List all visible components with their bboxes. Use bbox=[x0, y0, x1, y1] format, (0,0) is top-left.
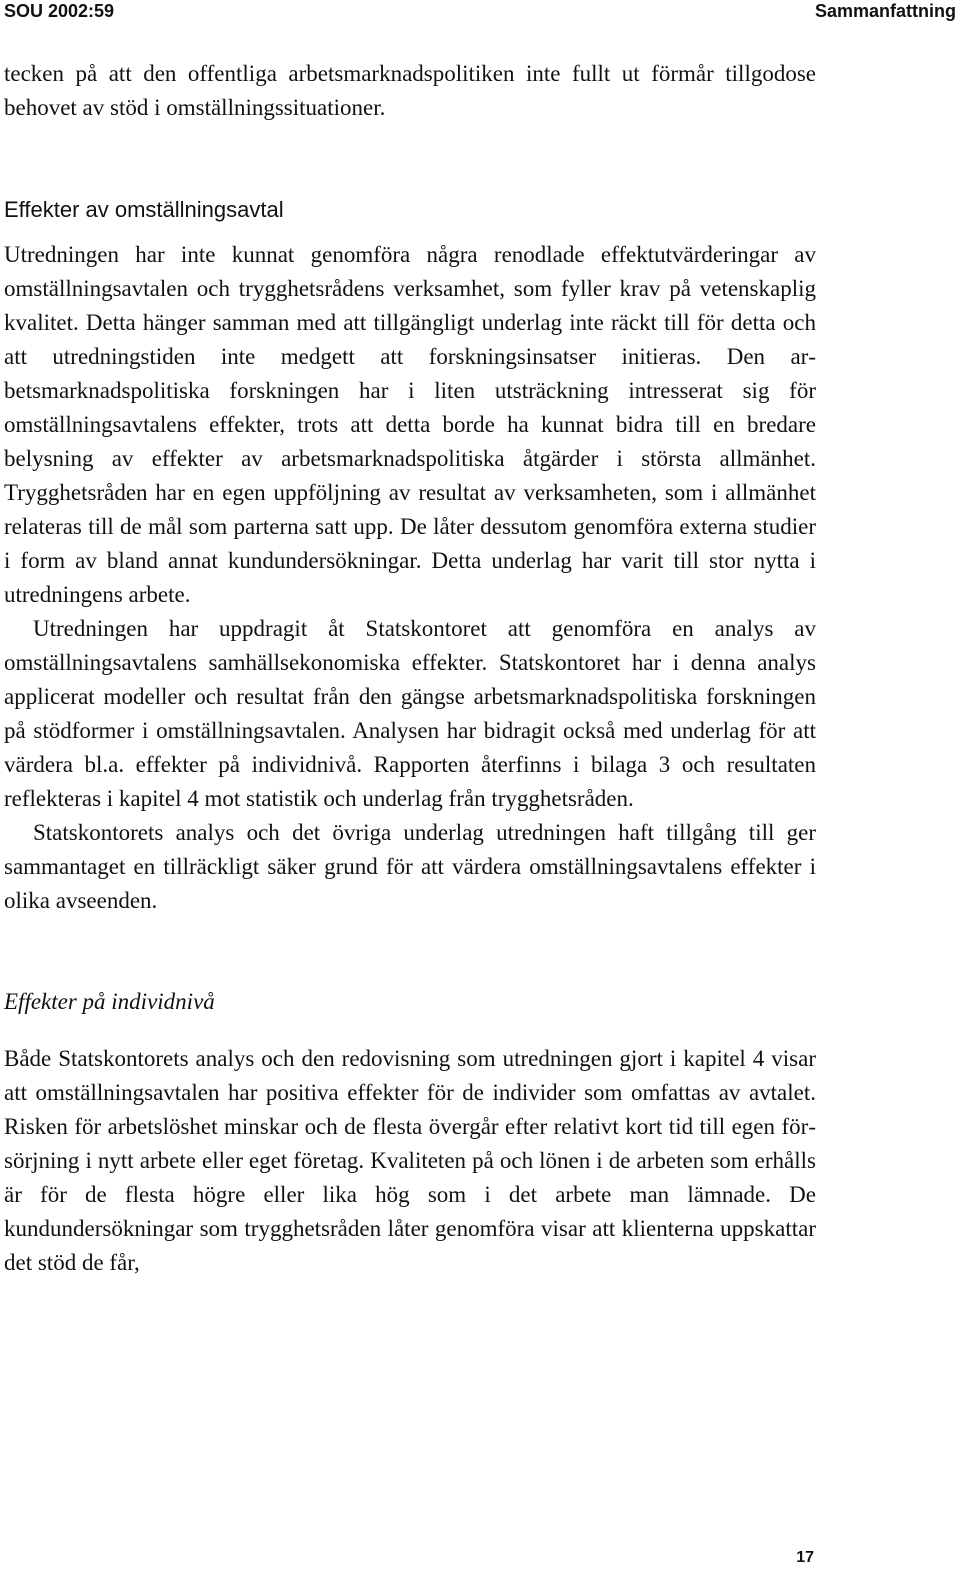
chapter-label: Sammanfattning bbox=[814, 1, 956, 21]
page-number: 17 bbox=[796, 1549, 814, 1566]
body-paragraph: Både Statskontorets analys och den redovisning som utredningen gjort i kapitel 4 visar att omställningsavtalen har positiva effekter för de individer som omfattas av avtalet. Risken för arbetslöshet minskar och de flesta övergår efter relativt kort tid till egen försörjning i nytt arbete eller eget företag. Kvaliteten på och lönen i de arbeten som erhålls är för de flesta högre eller lika hög som i det arbete man lämnade. De kundundersökningar som trygghetsråden låter genomföra visar att klienterna uppskattar det stöd de får, bbox=[4, 1046, 816, 1275]
intro-paragraph: tecken på att den offentliga arbetsmarknadspolitiken inte fullt ut förmår tillgodose behovet av stöd i omställningssituationer. bbox=[4, 61, 816, 120]
section-heading: Effekter av omställningsavtal bbox=[4, 197, 284, 222]
body-paragraph: Utredningen har inte kunnat genomföra några renodlade effektutvärderingar av omställningsavtalen och trygghetsrådens verksamhet, som fyller krav på vetenskaplig kvalitet. Detta hänger samman med att tillgängligt underlag inte räckt till för detta och att utredningstiden inte medgett att forskningsinsatser initieras. Den arbetsmarknadspolitiska forskningen har i liten utsträckning intresserat sig för omställningsavtalens effekter, trots att detta borde ha kunnat bidra till en bredare belysning av effekter av arbetsmarknadspolitiska åtgärder i största allmänhet. Trygghetsråden har en egen uppföljning av resultat av verksamheten, som i allmänhet relateras till de mål som parterna satt upp. De låter dessutom genomföra externa studier i form av bland annat kundundersökningar. Detta underlag har varit till stor nytta i utredningens arbete. bbox=[4, 242, 816, 607]
body-paragraph: Statskontorets analys och det övriga underlag utredningen haft tillgång till ger sammantaget en tillräckligt säker grund för att värdera omställningsavtalens effekter i olika avseenden. bbox=[4, 820, 816, 913]
body-paragraph: Utredningen har uppdragit åt Statskontoret att genomföra en analys av omställningsavtalens samhällsekonomiska effekter. Statskontoret har i denna analys applicerat modeller och resultat från den gängse arbetsmarknadspolitiska forskningen på stödformer i omställningsavtalen. Analysen har bidragit också med underlag för att värdera bl.a. effekter på individnivå. Rapporten återfinns i bilaga 3 och resultaten reflekteras i kapitel 4 mot statistik och underlag från trygghetsråden. bbox=[4, 616, 816, 811]
running-header bbox=[0, 0, 960, 26]
report-series-label: SOU 2002:59 bbox=[4, 1, 115, 21]
page-content bbox=[4, 57, 816, 1280]
subsection-heading: Effekter på individnivå bbox=[4, 989, 215, 1014]
